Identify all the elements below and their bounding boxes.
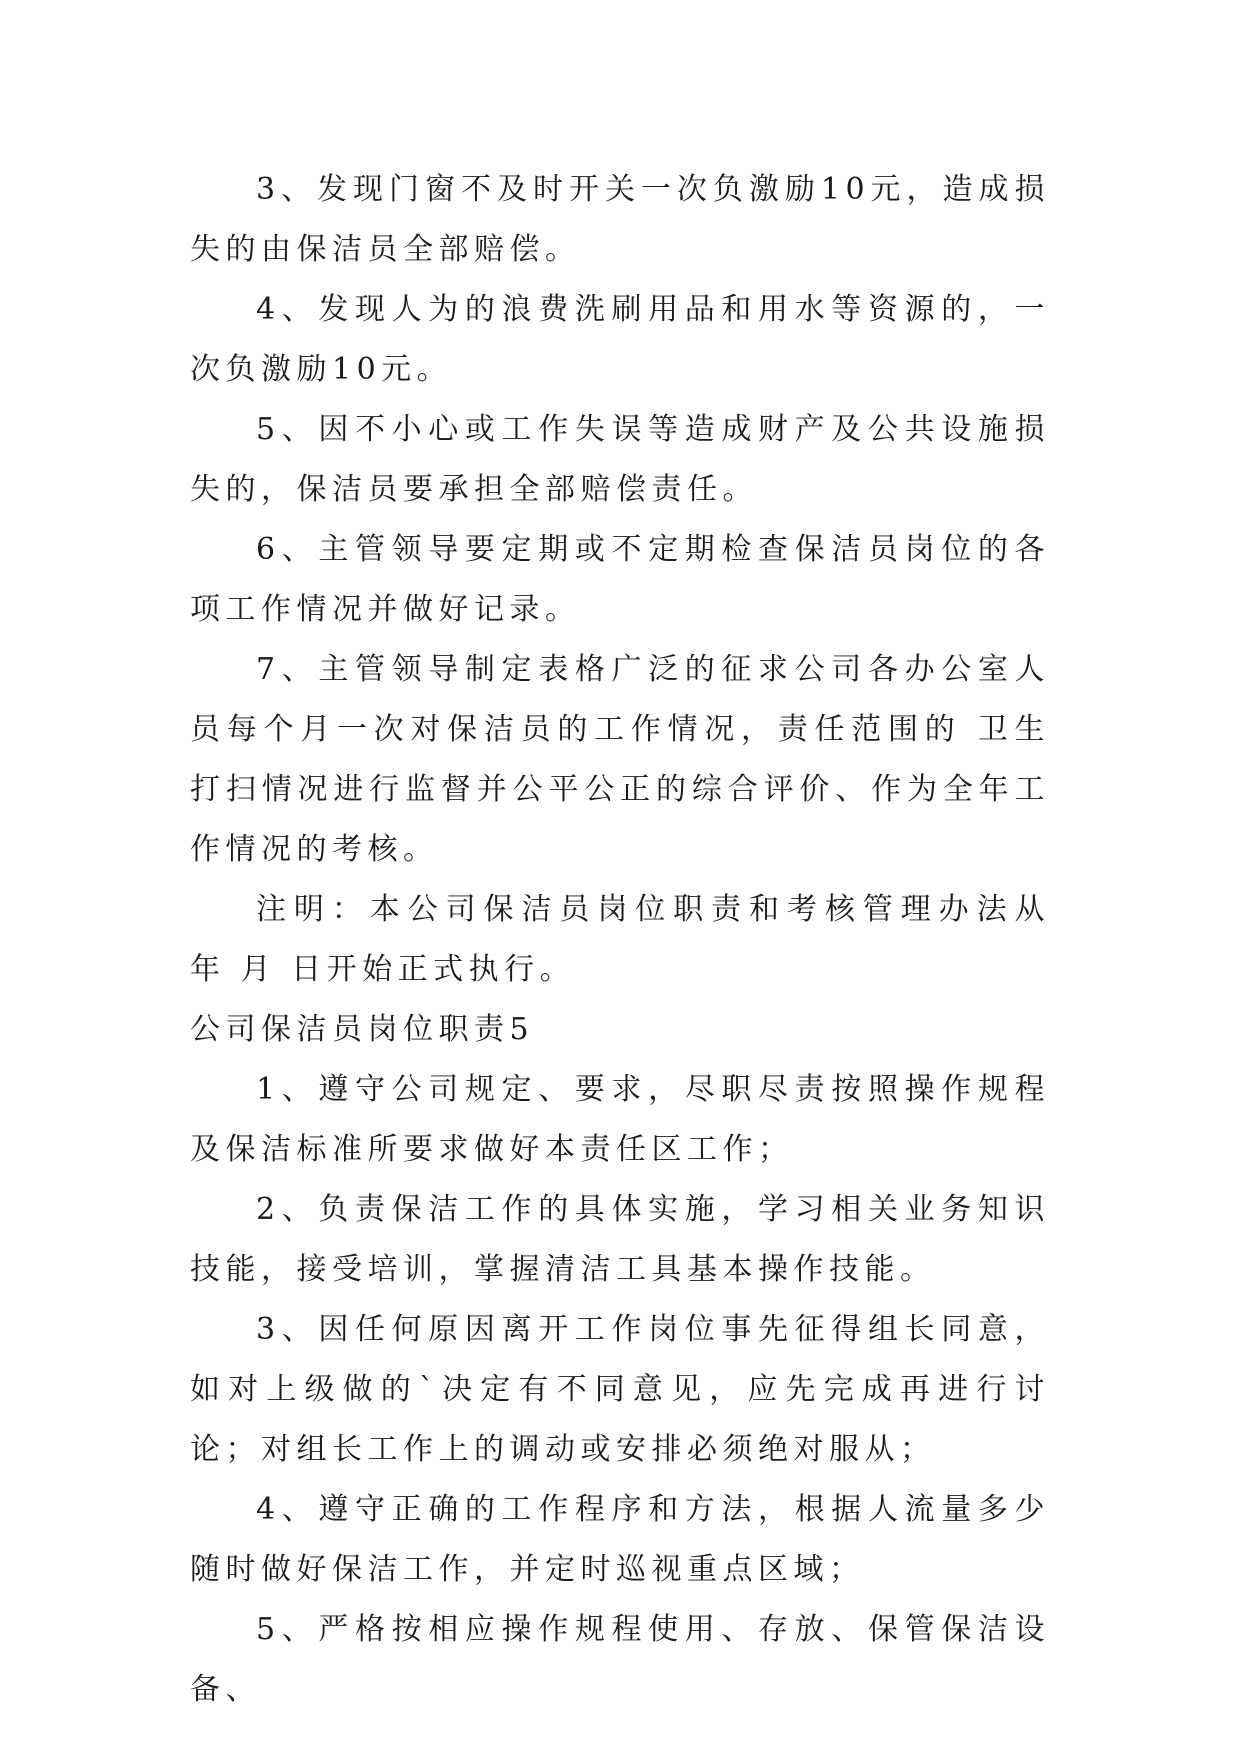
paragraph-item-6-a: 6、主管领导要定期或不定期检查保洁员岗位的各项工作情况并做好记录。 xyxy=(190,532,1050,627)
paragraph-item-4-b: 4、遵守正确的工作程序和方法，根据人流量多少随时做好保洁工作，并定时巡视重点区域； xyxy=(190,1492,1050,1587)
section-heading: 公司保洁员岗位职责5 xyxy=(190,1012,535,1047)
paragraph-item-5-b: 5、严格按相应操作规程使用、存放、保管保洁设备、 xyxy=(190,1612,1050,1707)
paragraph-item-3-a: 3、发现门窗不及时开关一次负激励10元，造成损失的由保洁员全部赔偿。 xyxy=(190,172,1050,267)
paragraph-item-1-b: 1、遵守公司规定、要求，尽职尽责按照操作规程及保洁标准所要求做好本责任区工作； xyxy=(190,1072,1050,1167)
paragraph-item-2-b: 2、负责保洁工作的具体实施，学习相关业务知识技能，接受培训，掌握清洁工具基本操作技能。 xyxy=(190,1192,1050,1287)
paragraph-item-5-a: 5、因不小心或工作失误等造成财产及公共设施损失的，保洁员要承担全部赔偿责任。 xyxy=(190,412,1050,507)
document-body xyxy=(190,160,1050,1720)
paragraph-note: 注明：本公司保洁员岗位职责和考核管理办法从 年 月 日开始正式执行。 xyxy=(190,892,1050,987)
paragraph-item-3-b: 3、因任何原因离开工作岗位事先征得组长同意，如对上级做的`决定有不同意见，应先完成再进行讨论；对组长工作上的调动或安排必须绝对服从； xyxy=(190,1312,1050,1467)
paragraph-item-4-a: 4、发现人为的浪费洗刷用品和用水等资源的，一次负激励10元。 xyxy=(190,292,1050,387)
paragraph-item-7-a: 7、主管领导制定表格广泛的征求公司各办公室人员每个月一次对保洁员的工作情况，责任范围的 卫生打扫情况进行监督并公平公正的综合评价、作为全年工作情况的考核。 xyxy=(190,652,1050,867)
